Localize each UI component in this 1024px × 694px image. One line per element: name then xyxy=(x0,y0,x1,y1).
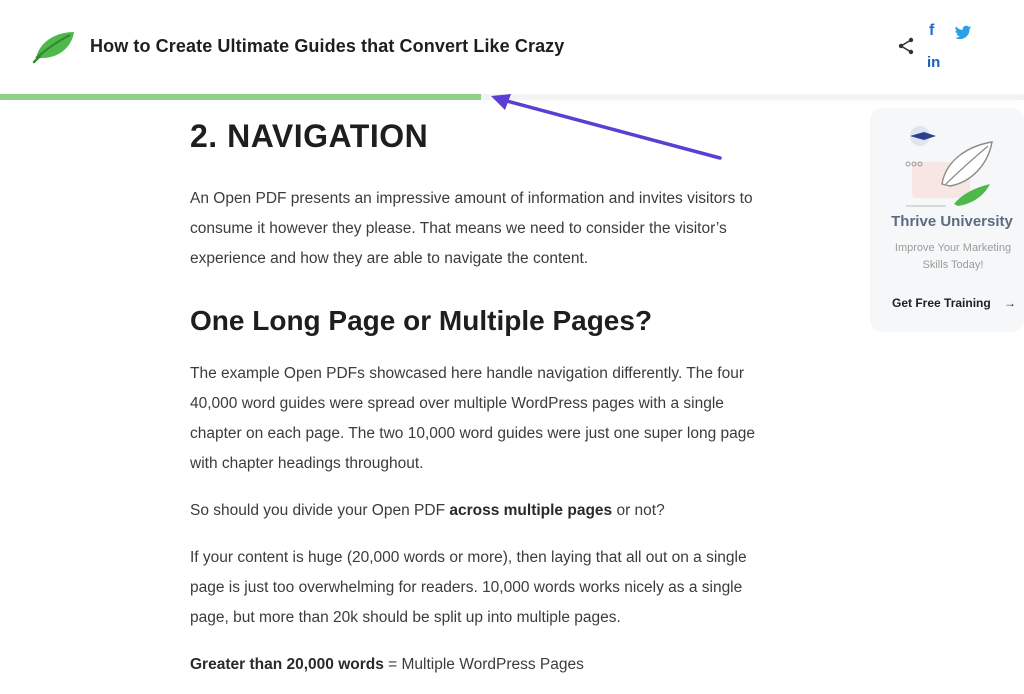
paragraph-content-size: If your content is huge (20,000 words or more), then laying that all out on a single page is just too overwhelming for readers. 10,000 words works nicely as a single page, but more than 20k should be split up into multiple pages. xyxy=(190,549,747,626)
paragraph-navigation-examples: The example Open PDFs showcased here handle navigation differently. The four 40,000 word guides were spread over multiple WordPress pages with a single chapter on each page. The two 10,000 word guides were just one super long page with chapter headings throughout. xyxy=(190,365,755,472)
sub-heading: One Long Page or Multiple Pages? xyxy=(190,305,653,336)
card-subtitle: Improve Your Marketing Skills Today! xyxy=(894,242,1012,271)
reading-progress-fill xyxy=(0,94,481,100)
get-free-training-link[interactable]: Get Free Training xyxy=(892,296,991,310)
paragraph-divide-question: So should you divide your Open PDF across multiple pages or not? xyxy=(190,502,665,519)
section-heading: 2. NAVIGATION xyxy=(190,118,429,154)
share-icon[interactable] xyxy=(896,36,916,56)
linkedin-icon[interactable]: in xyxy=(927,54,941,71)
article-header xyxy=(0,0,1024,94)
twitter-bird-icon[interactable] xyxy=(954,25,972,41)
thrive-university-card[interactable] xyxy=(870,108,1024,332)
intro-paragraph: An Open PDF presents an impressive amount of information and invites visitors to consume it however they please. That means we need to consider the visitor’s experience and how they are able to navigate the content. xyxy=(190,190,753,267)
header-title: How to Create Ultimate Guides that Convert Like Crazy xyxy=(90,36,565,56)
facebook-icon[interactable]: f xyxy=(929,22,935,39)
paragraph-rule: Greater than 20,000 words = Multiple WordPress Pages xyxy=(190,656,584,673)
arrow-right-icon[interactable]: → xyxy=(1004,296,1016,310)
article-body xyxy=(190,110,790,680)
graduation-leaf-illustration-icon xyxy=(902,122,998,212)
card-title: Thrive University xyxy=(891,213,1013,230)
leaf-logo-icon[interactable] xyxy=(32,28,78,64)
